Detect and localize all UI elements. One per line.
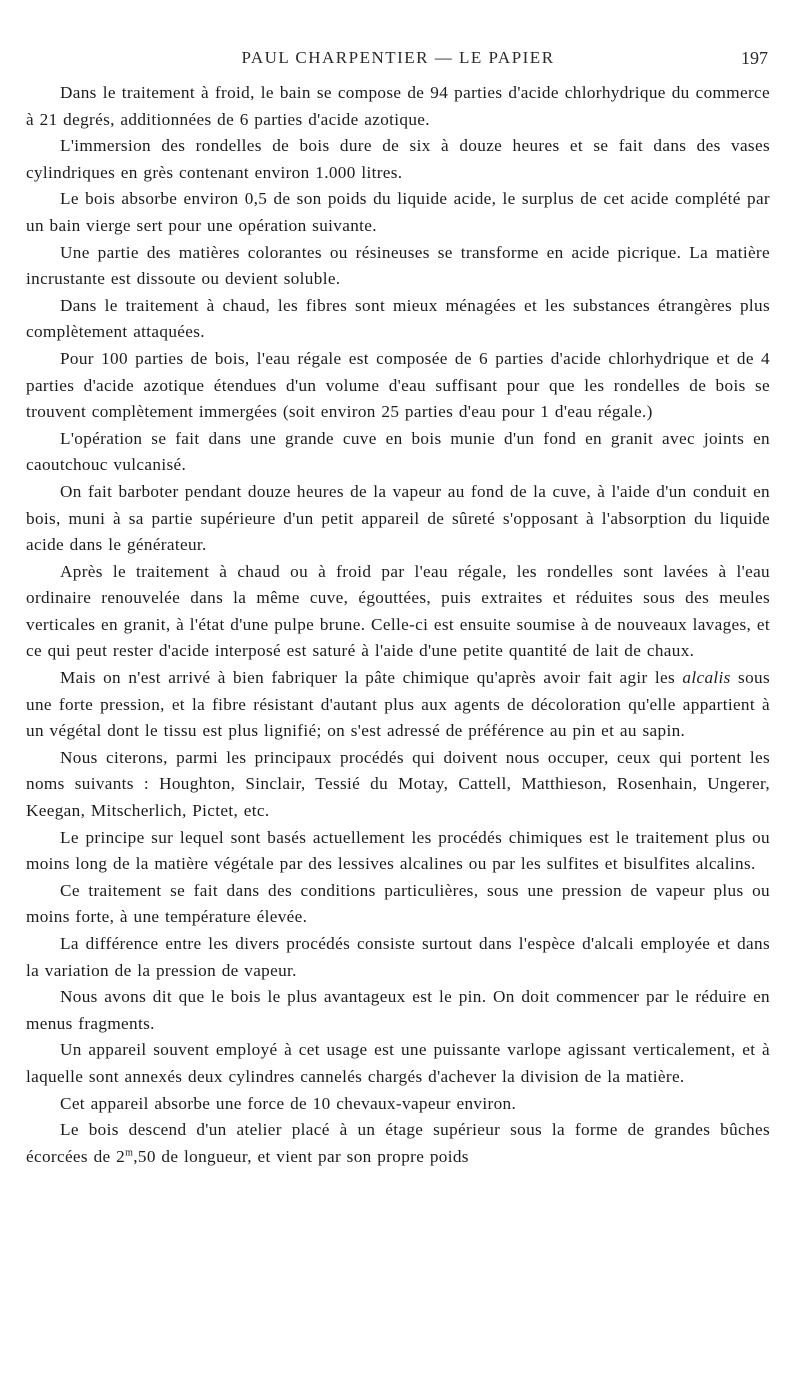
paragraph: Pour 100 parties de bois, l'eau régale est composée de 6 parties d'acide chlorhydrique et de 4 parties d'acide azotique étendues d'un volume d'eau suffisant pour que les rondelles de bois se trouvent complètement immergées (soit environ 25 parties d'eau pour 1 d'eau régale.) bbox=[26, 348, 770, 422]
paragraph: Ce traitement se fait dans des conditions particulières, sous une pression de vapeur plus ou moins forte, à une température élevée. bbox=[26, 880, 770, 927]
paragraph: On fait barboter pendant douze heures de la vapeur au fond de la cuve, à l'aide d'un conduit en bois, muni à sa partie supérieure d'un petit appareil de sûreté s'opposant à l'absorption du liquide acide dans le générateur. bbox=[26, 481, 770, 555]
italic-term: alcalis bbox=[682, 668, 731, 688]
paragraph: Un appareil souvent employé à cet usage est une puissante varlope agissant verticalement, et à laquelle sont annexés deux cylindres cannelés chargés d'achever la division de la matière. bbox=[26, 1040, 770, 1086]
paragraph: Le bois absorbe environ 0,5 de son poids du liquide acide, le surplus de cet acide complété par un bain vierge sert pour une opération suivante. bbox=[26, 189, 770, 235]
paragraph: L'opération se fait dans une grande cuve en bois munie d'un fond en granit avec joints en caoutchouc vulcanisé. bbox=[26, 428, 770, 475]
paragraph: Nous citerons, parmi les principaux procédés qui doivent nous occuper, ceux qui portent les noms suivants : Houghton, Sinclair, Tessié du Motay, Cattell, Matthieson, Rosenhain, Ungerer, Keegan, Mitscherlich, Pictet, etc. bbox=[26, 747, 770, 821]
paragraph: Nous avons dit que le bois le plus avantageux est le pin. On doit commencer par le réduire en menus fragments. bbox=[26, 987, 770, 1033]
paragraph-alcalis bbox=[26, 665, 770, 745]
superscript-unit: m bbox=[125, 1147, 134, 1159]
text-run: Mais on n'est arrivé à bien fabriquer la pâte chimique qu'après avoir fait agir les bbox=[60, 668, 683, 688]
paragraph: La différence entre les divers procédés consiste surtout dans l'espèce d'alcali employée et dans la variation de la pression de vapeur. bbox=[26, 934, 770, 980]
running-head: PAUL CHARPENTIER — LE PAPIER bbox=[241, 48, 555, 67]
document-page bbox=[26, 44, 770, 1170]
paragraph: Le principe sur lequel sont basés actuellement les procédés chimiques est le traitement plus ou moins long de la matière végétale par des lessives alcalines ou par les sulfites et bisulfites alcalins. bbox=[26, 827, 770, 874]
paragraph: L'immersion des rondelles de bois dure de six à douze heures et se fait dans des vases cylindriques en grès contenant environ 1.000 litres. bbox=[26, 136, 770, 182]
text-run: ,50 de longueur, et vient par son propre poids bbox=[133, 1146, 469, 1166]
paragraph: Dans le traitement à chaud, les fibres sont mieux ménagées et les substances étrangères plus complètement attaquées. bbox=[26, 295, 770, 342]
paragraph: Cet appareil absorbe une force de 10 chevaux-vapeur environ. bbox=[60, 1093, 517, 1113]
paragraph-last bbox=[26, 1117, 770, 1170]
paragraph: Une partie des matières colorantes ou résineuses se transforme en acide picrique. La matière incrustante est dissoute ou devient soluble. bbox=[26, 242, 770, 289]
paragraph: Après le traitement à chaud ou à froid par l'eau régale, les rondelles sont lavées à l'eau ordinaire renouvelée dans la même cuve, égouttées, puis extraites et réduites sous des meules verticales en granit, à l'état d'une pulpe brune. Celle-ci est ensuite soumise à de nouveaux lavages, et ce qui peut rester d'acide interposé est saturé à l'aide d'une petite quantité de lait de chaux. bbox=[26, 561, 770, 661]
page-number: 197 bbox=[741, 48, 768, 68]
paragraph: Dans le traitement à froid, le bain se compose de 94 parties d'acide chlorhydrique du commerce à 21 degrés, additionnées de 6 parties d'acide azotique. bbox=[26, 83, 770, 129]
page-header bbox=[26, 44, 770, 80]
text-run: sous une forte pression, et la fibre résistant d'autant plus aux agents de décoloration qu'elle appartient à un végétal dont le tissu est plus lignifié; on s'est adressé de préférence au pin et au sapin. bbox=[26, 668, 770, 741]
text-run: Le bois descend d'un atelier placé à un étage supérieur sous la forme de grandes bûches écorcées de 2 bbox=[26, 1120, 770, 1166]
body-text bbox=[26, 80, 770, 1170]
